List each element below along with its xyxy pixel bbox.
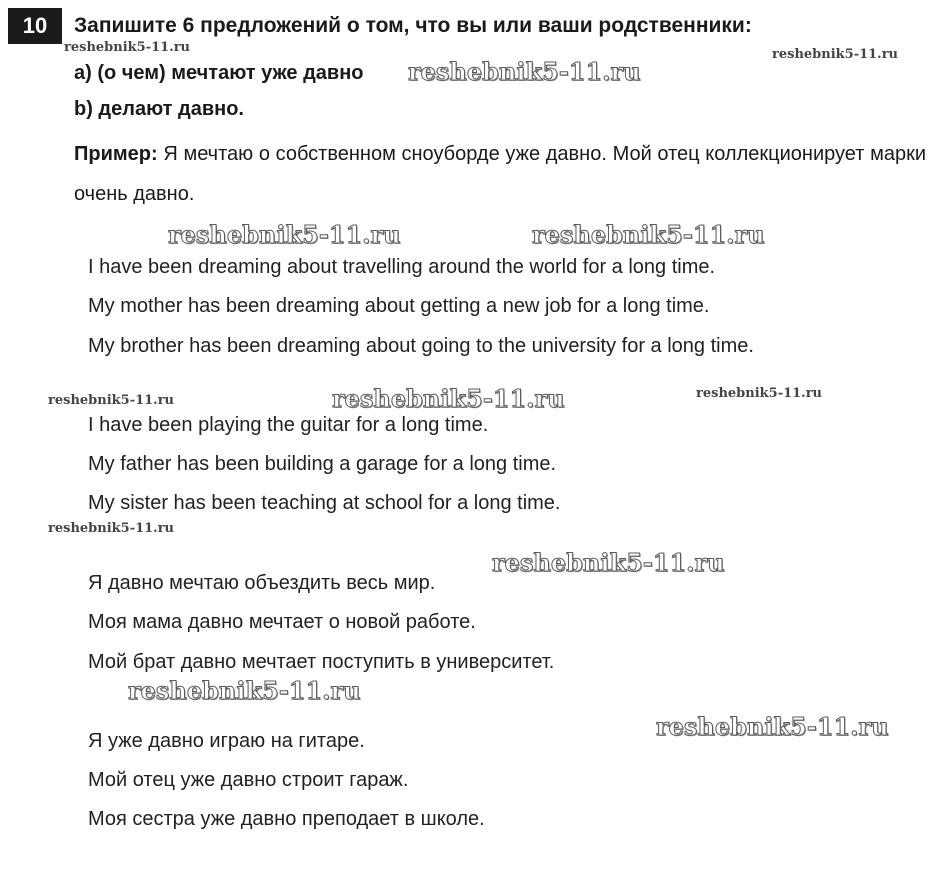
answer-line: Я давно мечтаю объездить весь мир.: [88, 572, 436, 594]
watermark: reshebnik5-11.ru: [492, 548, 725, 577]
example-label: Пример:: [74, 143, 158, 165]
answer-line: Моя мама давно мечтает о новой работе.: [88, 611, 476, 633]
answer-line: My father has been building a garage for a long time.: [88, 453, 557, 475]
answer-line: I have been playing the guitar for a long time.: [88, 414, 489, 436]
task-item-a: а) (о чем) мечтают уже давно: [74, 62, 364, 84]
answer-line: Моя сестра уже давно преподает в школе.: [88, 808, 485, 830]
answer-line: My sister has been teaching at school for a long time.: [88, 492, 561, 514]
task-title: Запишите 6 предложений о том, что вы или ваши родственники:: [74, 14, 752, 37]
watermark: reshebnik5-11.ru: [772, 47, 899, 62]
watermark: reshebnik5-11.ru: [128, 676, 361, 705]
answer-line: Мой брат давно мечтает поступить в университет.: [88, 651, 555, 673]
watermark: reshebnik5-11.ru: [532, 220, 765, 249]
answer-line: I have been dreaming about travelling around the world for a long time.: [88, 256, 716, 278]
watermark: reshebnik5-11.ru: [48, 393, 175, 408]
watermark: reshebnik5-11.ru: [408, 57, 641, 86]
watermark: reshebnik5-11.ru: [168, 220, 401, 249]
task-item-b: b) делают давно.: [74, 98, 244, 120]
watermark: reshebnik5-11.ru: [656, 712, 889, 741]
example-text: Я мечтаю о собственном сноуборде уже давно. Мой отец коллекционирует марки очень давно.: [74, 143, 926, 205]
example-paragraph: [74, 134, 926, 214]
watermark: reshebnik5-11.ru: [696, 386, 823, 401]
watermark: reshebnik5-11.ru: [64, 40, 191, 55]
watermark: reshebnik5-11.ru: [48, 521, 175, 536]
answer-line: Я уже давно играю на гитаре.: [88, 730, 365, 752]
exercise-number-badge: 10: [8, 8, 62, 44]
watermark: reshebnik5-11.ru: [332, 384, 565, 413]
answer-line: My mother has been dreaming about getting a new job for a long time.: [88, 295, 710, 317]
answer-line: My brother has been dreaming about going to the university for a long time.: [88, 335, 754, 357]
answer-line: Мой отец уже давно строит гараж.: [88, 769, 409, 791]
